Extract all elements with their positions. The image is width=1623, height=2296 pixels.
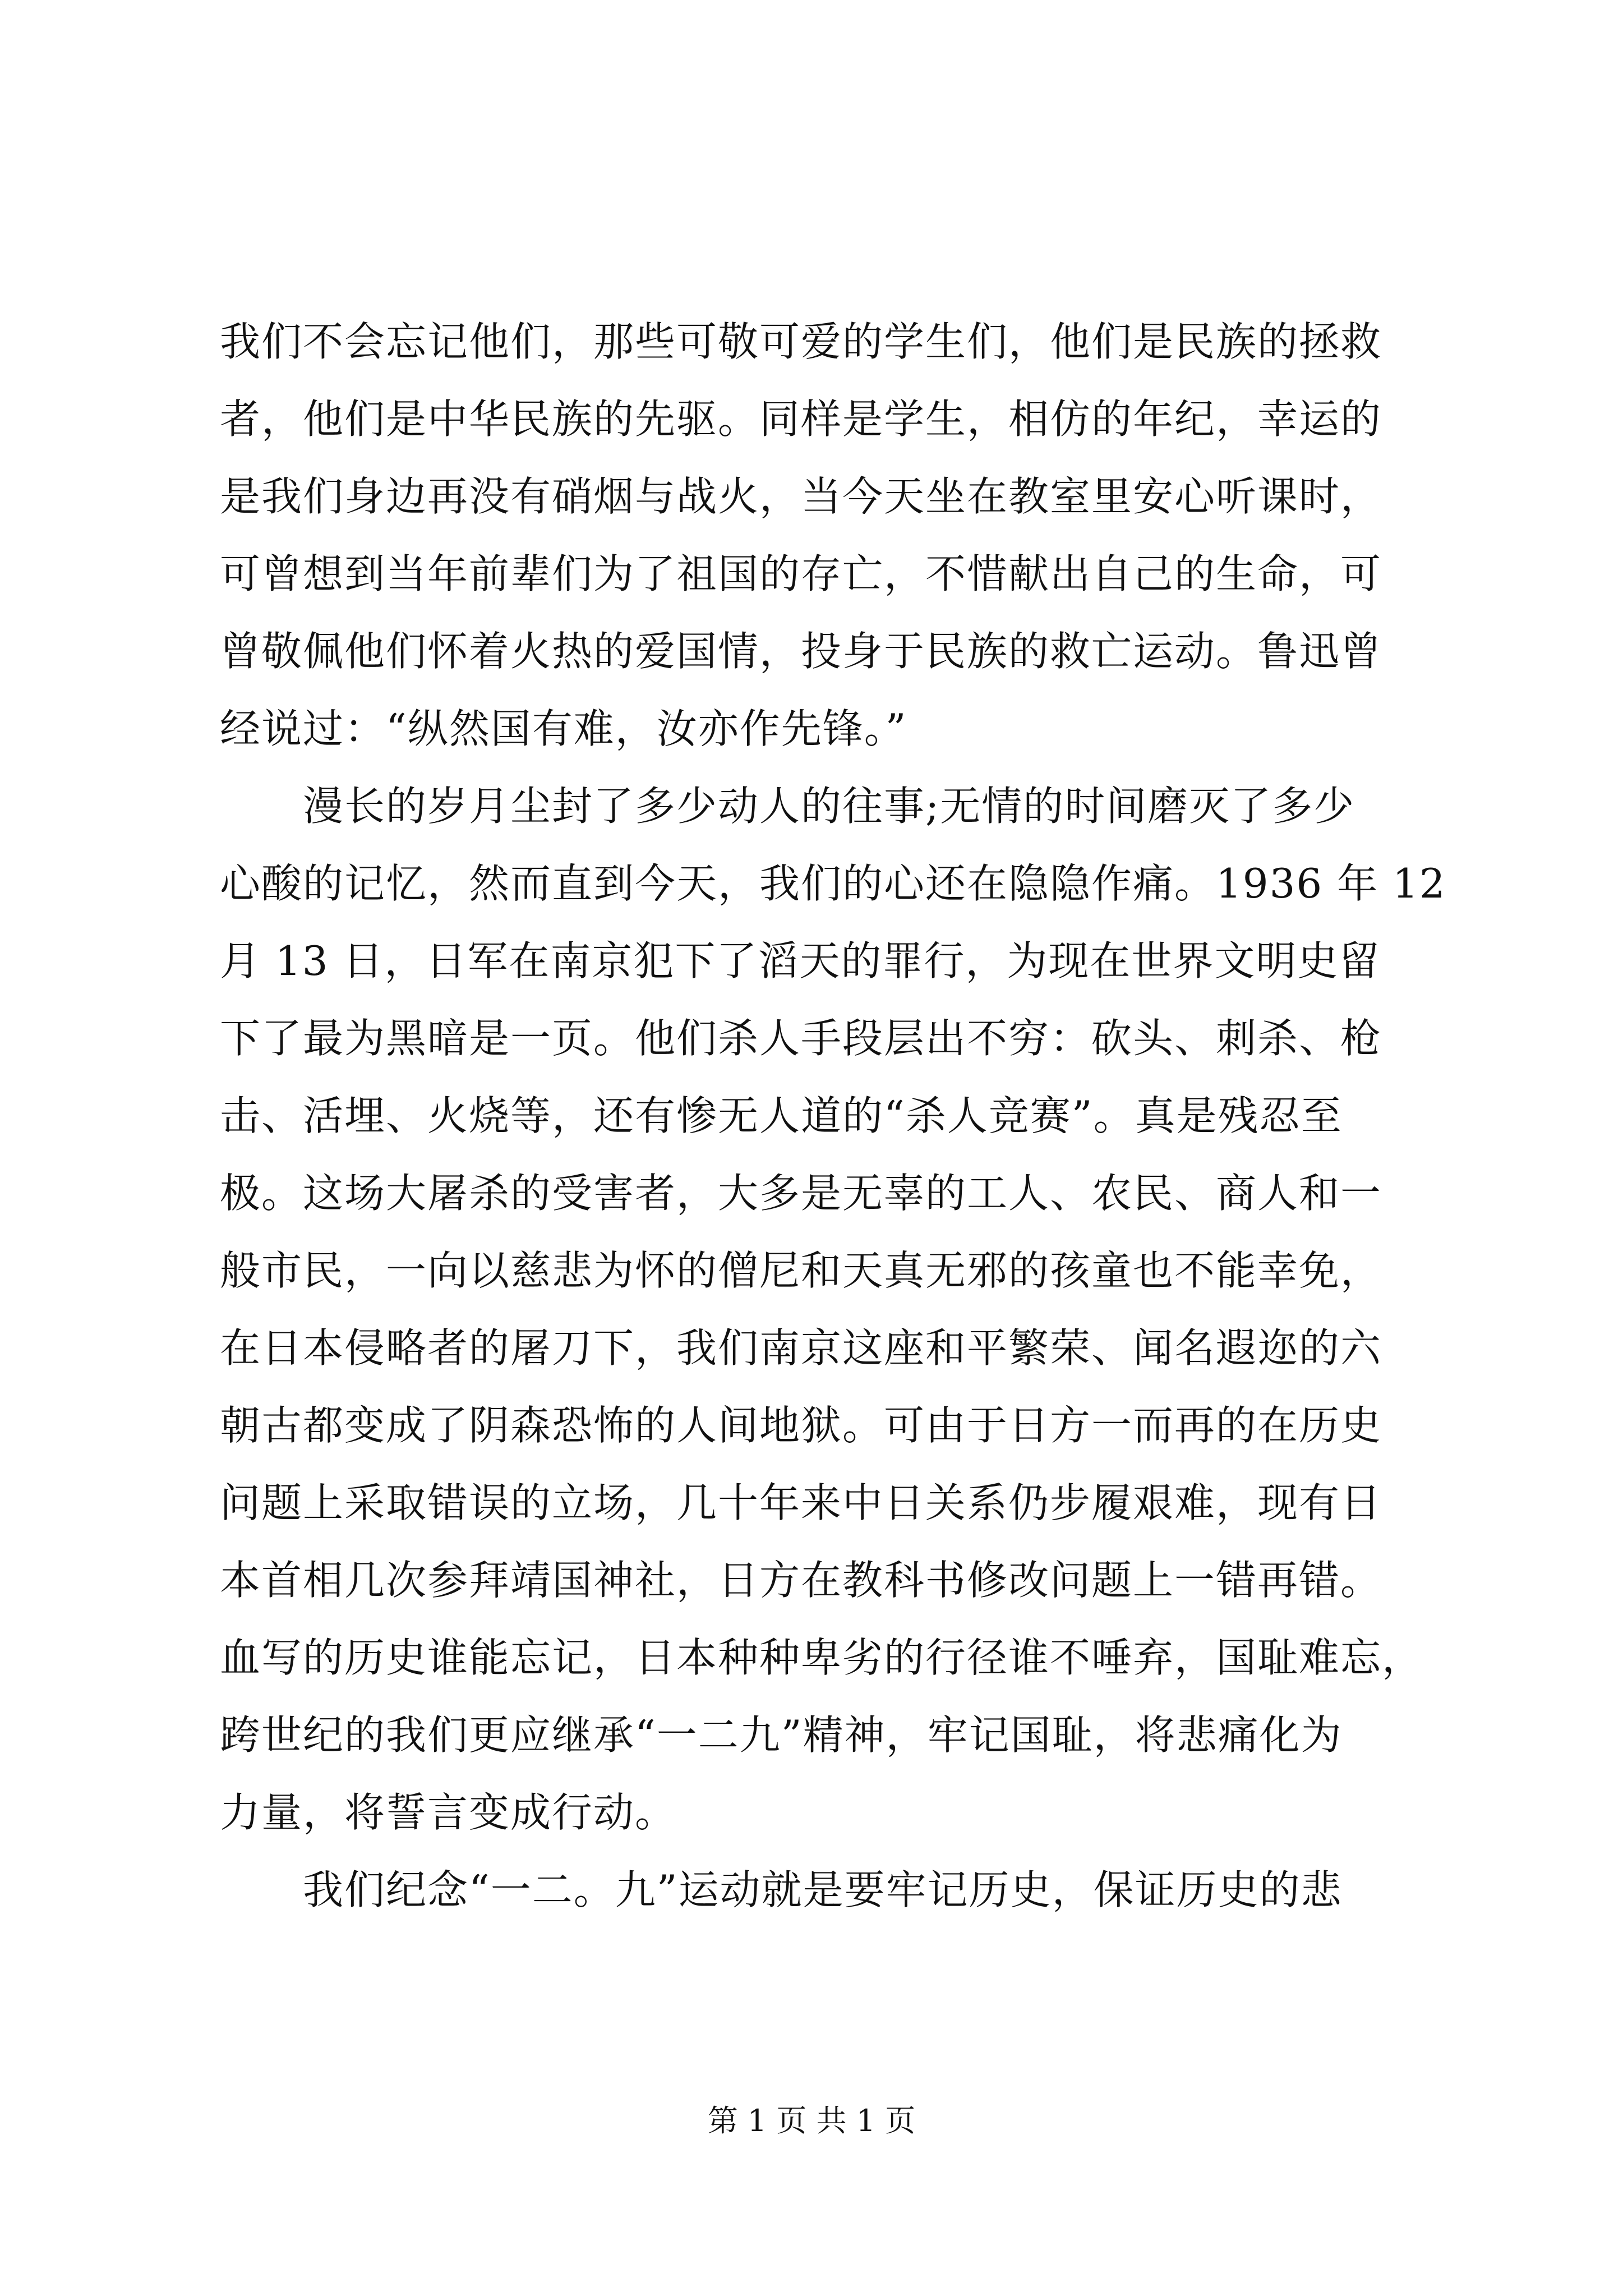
text-line: 跨世纪的我们更应继承“一二九”精神，牢记国耻，将悲痛化为	[220, 1711, 1343, 1759]
text-line: 曾敬佩他们怀着火热的爱国情，投身于民族的救亡运动。鲁迅曾	[220, 628, 1382, 675]
text-line: 月 13 日，日军在南京犯下了滔天的罪行，为现在世界文明史留	[220, 937, 1381, 984]
text-line: 漫长的岁月尘封了多少动人的往事;无情的时间磨灭了多少	[220, 783, 1355, 830]
text-line: 本首相几次参拜靖国神社，日方在教科书修改问题上一错再错。	[220, 1557, 1382, 1604]
text-line: 极。这场大屠杀的受害者，大多是无辜的工人、农民、商人和一	[220, 1170, 1382, 1217]
text-line: 般市民，一向以慈悲为怀的僧尼和天真无邪的孩童也不能幸免，	[220, 1247, 1382, 1294]
text-line: 问题上采取错误的立场，几十年来中日关系仍步履艰难，现有日	[220, 1479, 1382, 1526]
text-line: 下了最为黑暗是一页。他们杀人手段层出不穷：砍头、刺杀、枪	[220, 1015, 1382, 1062]
text-line: 朝古都变成了阴森恐怖的人间地狱。可由于日方一而再的在历史	[220, 1402, 1382, 1449]
text-line: 击、活埋、火烧等，还有惨无人道的“杀人竞赛”。真是残忍至	[220, 1092, 1343, 1139]
text-line: 我们不会忘记他们，那些可敬可爱的学生们，他们是民族的拯救	[220, 318, 1382, 365]
text-line: 者，他们是中华民族的先驱。同样是学生，相仿的年纪，幸运的	[220, 395, 1382, 443]
text-line: 我们纪念“一二。九”运动就是要牢记历史，保证历史的悲	[220, 1866, 1343, 1913]
text-line: 血写的历史谁能忘记，日本种种卑劣的行径谁不唾弃，国耻难忘，	[220, 1634, 1424, 1681]
text-line: 是我们身边再没有硝烟与战火，当今天坐在教室里安心听课时，	[220, 473, 1382, 520]
document-body	[220, 303, 1446, 1929]
text-line: 经说过：“纵然国有难，汝亦作先锋。”	[220, 705, 907, 752]
page-footer: 第 1 页 共 1 页	[707, 2103, 916, 2138]
text-line: 力量，将誓言变成行动。	[220, 1789, 677, 1836]
text-line: 在日本侵略者的屠刀下，我们南京这座和平繁荣、闻名遐迩的六	[220, 1324, 1382, 1372]
text-line: 心酸的记忆，然而直到今天，我们的心还在隐隐作痛。1936 年 12	[220, 860, 1446, 907]
text-line: 可曾想到当年前辈们为了祖国的存亡，不惜献出自己的生命，可	[220, 550, 1382, 597]
